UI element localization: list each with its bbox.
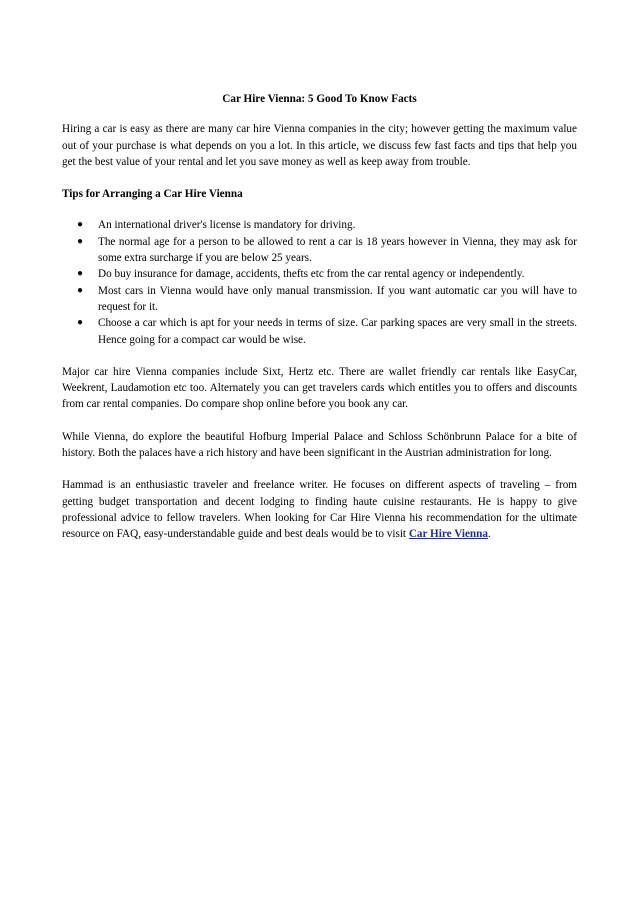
car-hire-vienna-link[interactable]: Car Hire Vienna: [408, 528, 488, 541]
list-item: [77, 234, 577, 267]
list-item: [77, 315, 577, 348]
companies-paragraph: Major car hire Vienna companies include Sixt, Hertz etc. There are wallet friendly car rentals like EasyCar, Weekrent, Laudamotion etc too. Alternately you can get travelers cards which entitles you to offers and discounts from car rental companies. Do compare shop online before you book any car.: [62, 365, 577, 411]
document-page: [62, 91, 577, 559]
bullet-icon: ●: [77, 219, 84, 231]
list-item: [77, 283, 577, 316]
sights-paragraph: While Vienna, do explore the beautiful Hofburg Imperial Palace and Schloss Schönbrunn Palace for a bite of history. Both the palaces have a rich history and have been significant in the Austrian administration for long.: [62, 430, 577, 460]
tips-heading: Tips for Arranging a Car Hire Vienna: [62, 188, 243, 201]
tip-text: Most cars in Vienna would have only manual transmission. If you want automatic car you will have to request for it.: [98, 284, 577, 313]
tip-text: The normal age for a person to be allowed to rent a car is 18 years however in Vienna, they may ask for some extra surcharge if you are below 25 years.: [98, 235, 577, 265]
tip-text: Choose a car which is apt for your needs in terms of size. Car parking spaces are very small in the streets. Hence going for a compact car would be wise.: [98, 317, 577, 346]
tips-list: [62, 217, 577, 347]
bullet-icon: ●: [77, 317, 84, 329]
tip-text: Do buy insurance for damage, accidents, thefts etc from the car rental agency or independently.: [98, 268, 525, 281]
list-item: [77, 266, 577, 282]
bullet-icon: ●: [77, 235, 84, 247]
document-title: Car Hire Vienna: 5 Good To Know Facts: [222, 93, 417, 105]
bullet-icon: ●: [77, 284, 84, 296]
bullet-icon: ●: [77, 268, 84, 280]
tip-text: An international driver's license is mandatory for driving.: [98, 219, 356, 232]
intro-paragraph: Hiring a car is easy as there are many car hire Vienna companies in the city; however getting the maximum value out of your purchase is what depends on you a lot. In this article, we discuss few fast facts and tips that help you get the best value of your rental and let you save money as well as keep away from trouble.: [62, 123, 577, 168]
link-trailing-punctuation: .: [487, 528, 491, 541]
list-item: [77, 217, 577, 233]
author-paragraph: [62, 477, 577, 542]
author-text: Hammad is an enthusiastic traveler and freelance writer. He focuses on different aspects of traveling – from getting budget transportation and decent lodging to finding haute cuisine restaurants. He is happy to give professional advice to fellow travelers. When looking for Car Hire Vienna his recommendation for the ultimate resource on FAQ, easy-understandable guide and best deals would be to visit: [62, 479, 577, 541]
